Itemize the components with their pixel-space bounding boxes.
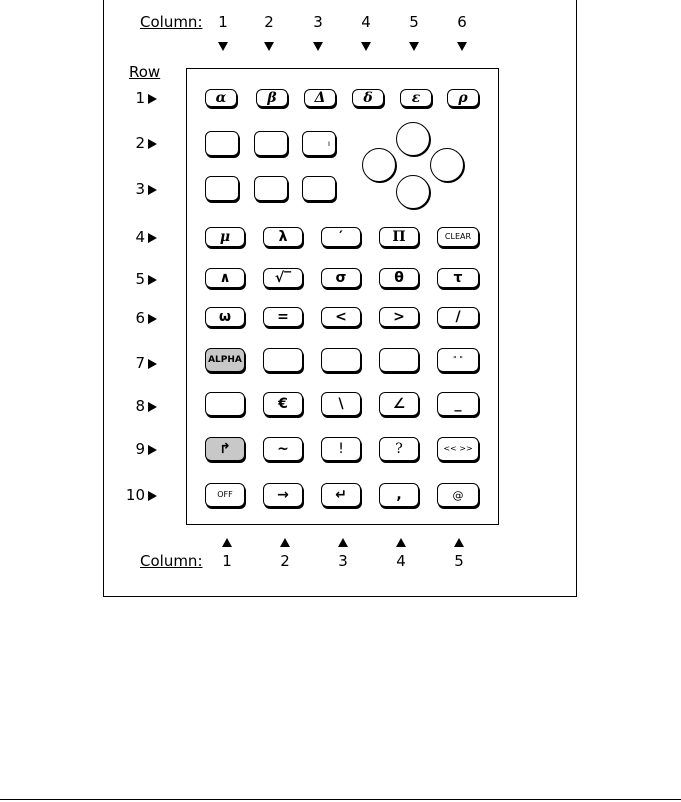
key-blank[interactable] (205, 131, 239, 156)
down-arrow-icon (313, 42, 323, 51)
up-arrow-icon (454, 538, 464, 547)
row-title: Row (129, 63, 161, 81)
left-shift-icon: ↱ (219, 441, 231, 457)
key-tilde[interactable]: ~ (263, 437, 303, 461)
key-pi[interactable]: Π (379, 227, 419, 247)
key-euro[interactable]: € (263, 392, 303, 416)
row-label-1: 1 (135, 89, 157, 107)
key-blank[interactable] (263, 348, 303, 372)
key-greater-than[interactable]: > (379, 307, 419, 327)
key-blank[interactable] (379, 348, 419, 372)
key-guillemets[interactable]: << >> (437, 437, 479, 461)
top-column-5: 5 (409, 13, 419, 31)
row-label-5: 5 (135, 270, 157, 288)
bottom-column-3: 3 (338, 552, 348, 570)
row-label-7: 7 (135, 354, 157, 372)
key-question[interactable]: ? (379, 437, 419, 461)
key-quotes[interactable]: " " (437, 348, 479, 372)
bottom-column-title: Column: (140, 552, 203, 570)
key-and[interactable]: ∧ (205, 268, 245, 288)
right-arrow-icon (148, 139, 157, 149)
up-arrow-icon (396, 538, 406, 547)
top-column-1: 1 (218, 13, 228, 31)
dpad-down[interactable] (396, 175, 430, 209)
up-arrow-icon (222, 538, 232, 547)
up-arrow-icon (280, 538, 290, 547)
top-column-2: 2 (264, 13, 274, 31)
key-slash[interactable]: / (437, 307, 479, 327)
dpad-up[interactable] (396, 122, 430, 156)
key-epsilon[interactable]: ε (400, 89, 432, 107)
key-clear[interactable]: CLEAR (437, 227, 479, 247)
right-arrow-icon (148, 233, 157, 243)
row-label-3: 3 (135, 180, 157, 198)
right-arrow-icon (148, 491, 157, 501)
dpad-left[interactable] (362, 148, 396, 182)
top-column-3: 3 (313, 13, 323, 31)
dpad-right[interactable] (430, 148, 464, 182)
key-blank[interactable] (302, 176, 336, 201)
key-less-than[interactable]: < (321, 307, 361, 327)
key-at[interactable]: @ (437, 483, 479, 507)
key-equals[interactable]: = (263, 307, 303, 327)
row-label-10: 10 (126, 486, 157, 504)
key-theta[interactable]: θ (379, 268, 419, 288)
right-arrow-icon (148, 445, 157, 455)
key-blank[interactable]: ı (302, 131, 336, 156)
key-blank[interactable] (205, 176, 239, 201)
key-enter[interactable]: ↵ (321, 483, 361, 507)
top-column-title: Column: (140, 13, 203, 31)
row-label-4: 4 (135, 228, 157, 246)
key-omega[interactable]: ω (205, 307, 245, 327)
top-column-6: 6 (457, 13, 467, 31)
key-underscore[interactable]: _ (437, 392, 479, 416)
bottom-column-4: 4 (396, 552, 406, 570)
right-arrow-icon (148, 275, 157, 285)
key-mu[interactable]: μ (205, 227, 245, 247)
right-arrow-icon (148, 94, 157, 104)
key-delta-upper[interactable]: Δ (304, 89, 336, 107)
up-arrow-icon (338, 538, 348, 547)
right-arrow-icon (148, 402, 157, 412)
bottom-column-1: 1 (222, 552, 232, 570)
key-beta[interactable]: β (256, 89, 288, 107)
key-left-shift[interactable] (205, 437, 245, 461)
key-blank[interactable] (205, 392, 245, 416)
key-blank[interactable] (321, 348, 361, 372)
bottom-column-2: 2 (280, 552, 290, 570)
key-rho[interactable]: ρ (447, 89, 479, 107)
key-backslash[interactable]: \ (321, 392, 361, 416)
top-column-4: 4 (361, 13, 371, 31)
key-exclamation[interactable]: ! (321, 437, 361, 461)
down-arrow-icon (264, 42, 274, 51)
key-alpha[interactable]: α (205, 89, 237, 107)
down-arrow-icon (457, 42, 467, 51)
key-prime[interactable]: ′ (321, 227, 361, 247)
right-arrow-icon (148, 359, 157, 369)
row-label-6: 6 (135, 309, 157, 327)
key-off[interactable]: OFF (205, 483, 245, 507)
row-label-2: 2 (135, 134, 157, 152)
key-angle[interactable]: ∠ (379, 392, 419, 416)
right-arrow-icon (148, 185, 157, 195)
key-blank[interactable] (254, 131, 288, 156)
key-alpha-mode[interactable]: ALPHA (205, 348, 245, 372)
right-arrow-icon (148, 314, 157, 324)
key-lambda[interactable]: λ (263, 227, 303, 247)
row-label-8: 8 (135, 397, 157, 415)
row-label-9: 9 (135, 440, 157, 458)
key-tau[interactable]: τ (437, 268, 479, 288)
key-sigma[interactable]: σ (321, 268, 361, 288)
down-arrow-icon (361, 42, 371, 51)
key-sqrt[interactable]: √‾ (263, 268, 303, 288)
down-arrow-icon (218, 42, 228, 51)
key-delta-lower[interactable]: δ (352, 89, 384, 107)
down-arrow-icon (409, 42, 419, 51)
bottom-column-5: 5 (454, 552, 464, 570)
key-blank[interactable] (254, 176, 288, 201)
key-right-arrow[interactable]: → (263, 483, 303, 507)
key-comma[interactable]: , (379, 483, 419, 507)
bottom-rule (0, 799, 681, 800)
